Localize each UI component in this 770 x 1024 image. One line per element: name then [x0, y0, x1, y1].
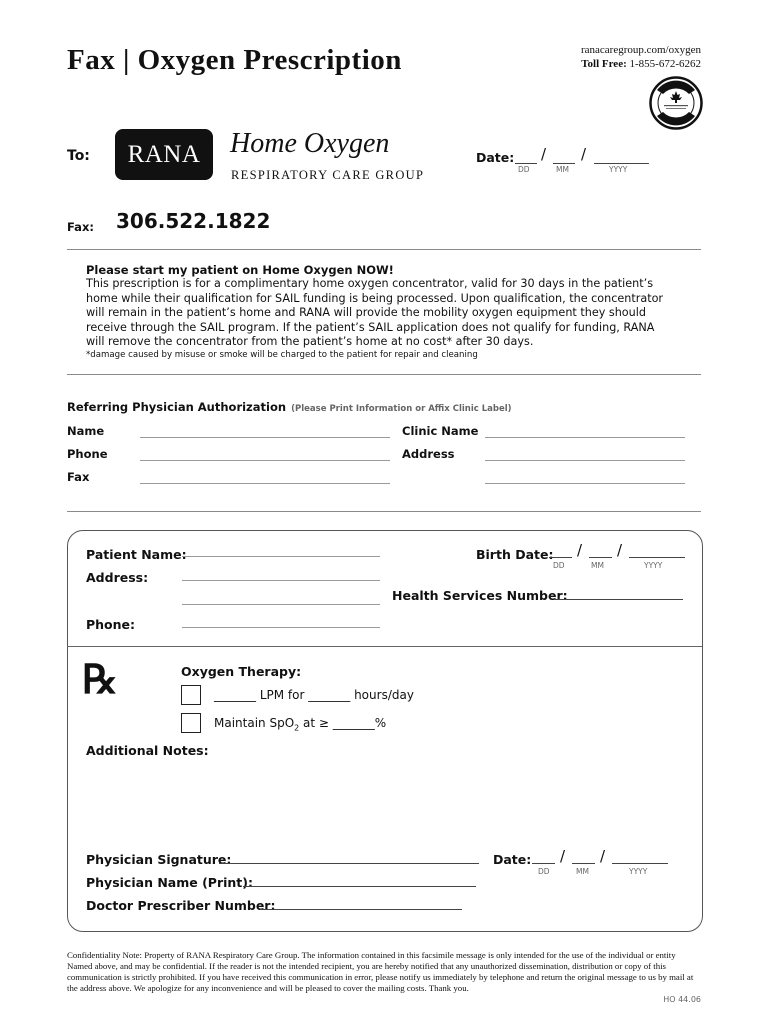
- birth-date-sep-2: /: [617, 541, 623, 559]
- birth-date-sep-1: /: [577, 541, 583, 559]
- clinic-name-field[interactable]: [485, 437, 685, 438]
- ref-fax-label: Fax: [67, 470, 90, 484]
- website-url[interactable]: ranacaregroup.com/oxygen: [580, 44, 701, 56]
- physician-auth-heading: [67, 396, 512, 415]
- ref-name-field[interactable]: [140, 437, 390, 438]
- lpm-checkbox[interactable]: [181, 685, 201, 705]
- lpm-rate-field[interactable]: _______: [214, 688, 256, 702]
- spo2-suffix: at ≥ _______%: [299, 716, 387, 730]
- divider: [67, 374, 701, 375]
- notice-body: [86, 277, 663, 350]
- patient-name-field[interactable]: [182, 556, 380, 557]
- header-date-sep-1: /: [541, 145, 547, 163]
- physician-auth-subtitle: (Please Print Information or Affix Clinic Label): [291, 404, 512, 414]
- accreditation-seal-icon: [649, 76, 703, 130]
- notice-line: This prescription is for a complimentary home oxygen concentrator, valid for 30 days in the patient’s: [86, 277, 654, 290]
- clinic-address-field-1[interactable]: [485, 460, 685, 461]
- signature-date-mm-field[interactable]: [572, 863, 595, 864]
- birth-date-dd-field[interactable]: [549, 557, 572, 558]
- notice-line: home while their qualification for SAIL funding is being processed. Upon qualification, the concentrator: [86, 291, 664, 305]
- header-date-yyyy-hint: YYYY: [609, 165, 628, 174]
- lpm-text: LPM for: [259, 688, 305, 702]
- patient-phone-field[interactable]: [182, 627, 380, 628]
- toll-free-label: Toll Free:: [581, 58, 627, 70]
- ref-phone-label: Phone: [67, 447, 108, 461]
- spo2-checkbox[interactable]: [181, 713, 201, 733]
- physician-name-print-label: Physician Name (Print):: [86, 875, 253, 890]
- logo-subtitle: RESPIRATORY CARE GROUP: [231, 168, 425, 182]
- prescriber-number-label: Doctor Prescriber Number:: [86, 898, 276, 913]
- birth-date-dd-hint: DD: [553, 561, 565, 570]
- signature-date-yyyy-hint: YYYY: [629, 867, 648, 876]
- hours-field[interactable]: _______: [308, 688, 351, 702]
- patient-phone-label: Phone:: [86, 617, 136, 632]
- divider: [67, 511, 701, 512]
- spo2-subscript: 2: [294, 723, 300, 733]
- signature-date-dd-field[interactable]: [532, 863, 555, 864]
- to-label: To:: [67, 148, 90, 164]
- signature-date-mm-hint: MM: [576, 867, 589, 876]
- confidentiality-line: communication is strictly prohibited. If you have received this communication in error, please notify us immediately by telephone and return the original message to us by mail at: [67, 972, 694, 982]
- clinic-address-field-2[interactable]: [485, 483, 685, 484]
- header-date-dd-hint: DD: [518, 165, 530, 174]
- signature-date-yyyy-field[interactable]: [612, 863, 668, 864]
- toll-free-number: 1-855-672-6262: [629, 58, 701, 70]
- fax-number: 306.522.1822: [116, 209, 271, 233]
- notice-line: will remain in the patient’s home and RANA will provide the mobility oxygen equipment they should: [86, 306, 646, 320]
- physician-signature-field[interactable]: [219, 863, 479, 864]
- notice-line: will remove the concentrator from the patient’s home at no cost* after 30 days.: [86, 335, 534, 349]
- confidentiality-line: Named above, and may be confidential. If the reader is not the intended recipient, you are hereby notified that any unauthorized dissemination, distribution or copy of this: [67, 961, 666, 971]
- fax-label: Fax:: [67, 220, 94, 234]
- birth-date-label: Birth Date:: [476, 547, 554, 562]
- divider: [67, 646, 702, 647]
- header-date-label: Date:: [476, 150, 515, 165]
- patient-address-label: Address:: [86, 570, 149, 585]
- rx-symbol-icon: ℞: [82, 657, 118, 702]
- birth-date-yyyy-hint: YYYY: [644, 561, 663, 570]
- ref-fax-field[interactable]: [140, 483, 390, 484]
- additional-notes-area[interactable]: [86, 760, 686, 840]
- patient-address-field-1[interactable]: [182, 580, 380, 581]
- oxygen-therapy-heading: Oxygen Therapy:: [181, 664, 302, 679]
- clinic-address-label: Address: [402, 447, 455, 461]
- birth-date-mm-hint: MM: [591, 561, 604, 570]
- confidentiality-note: [67, 950, 707, 994]
- header-date-sep-2: /: [581, 145, 587, 163]
- physician-name-print-field[interactable]: [243, 886, 476, 887]
- home-oxygen-logo-script: Home Oxygen: [230, 128, 390, 159]
- notice-line: receive through the SAIL program. If the patient’s SAIL application does not qualify for funding, RANA: [86, 320, 655, 334]
- hours-text: hours/day: [354, 688, 414, 702]
- ref-name-label: Name: [67, 424, 105, 438]
- header-date-yyyy-field[interactable]: [594, 163, 649, 164]
- prescriber-number-field[interactable]: [260, 909, 462, 910]
- header-date-mm-hint: MM: [556, 165, 569, 174]
- lpm-option: [214, 688, 414, 702]
- clinic-name-label: Clinic Name: [402, 424, 479, 438]
- spo2-prefix: Maintain SpO: [214, 716, 295, 730]
- rana-logo: [115, 129, 213, 180]
- birth-date-mm-field[interactable]: [589, 557, 612, 558]
- signature-date-sep-1: /: [560, 847, 566, 865]
- signature-date-sep-2: /: [600, 847, 606, 865]
- birth-date-yyyy-field[interactable]: [629, 557, 685, 558]
- physician-signature-label: Physician Signature:: [86, 852, 232, 867]
- ref-phone-field[interactable]: [140, 460, 390, 461]
- signature-date-label: Date:: [493, 852, 532, 867]
- hsn-field[interactable]: [554, 599, 683, 600]
- hsn-label: Health Services Number:: [392, 588, 568, 603]
- rana-logo-text: RANA: [127, 141, 201, 168]
- additional-notes-label: Additional Notes:: [86, 743, 209, 758]
- signature-date-dd-hint: DD: [538, 867, 550, 876]
- physician-auth-title: Referring Physician Authorization: [67, 400, 287, 414]
- header-date-mm-field[interactable]: [553, 163, 575, 164]
- header-date-dd-field[interactable]: [515, 163, 537, 164]
- page-title: Fax | Oxygen Prescription: [67, 44, 402, 76]
- notice-heading: Please start my patient on Home Oxygen NOW!: [86, 263, 394, 277]
- toll-free: [581, 58, 701, 70]
- patient-address-field-2[interactable]: [182, 604, 380, 605]
- form-code: HO 44.06: [663, 995, 701, 1004]
- confidentiality-line: Confidentiality Note: Property of RANA Respiratory Care Group. The information contained in this facsimile message is only intended for the use of the individual or entity: [67, 950, 676, 960]
- spo2-option: [214, 716, 386, 732]
- divider: [67, 249, 701, 250]
- confidentiality-line: the address above. We apologize for any inconvenience and will be pleased to cover the mailing costs. Thank you.: [67, 983, 469, 993]
- notice-footnote: *damage caused by misuse or smoke will be charged to the patient for repair and cleaning: [86, 350, 478, 360]
- patient-name-label: Patient Name:: [86, 547, 187, 562]
